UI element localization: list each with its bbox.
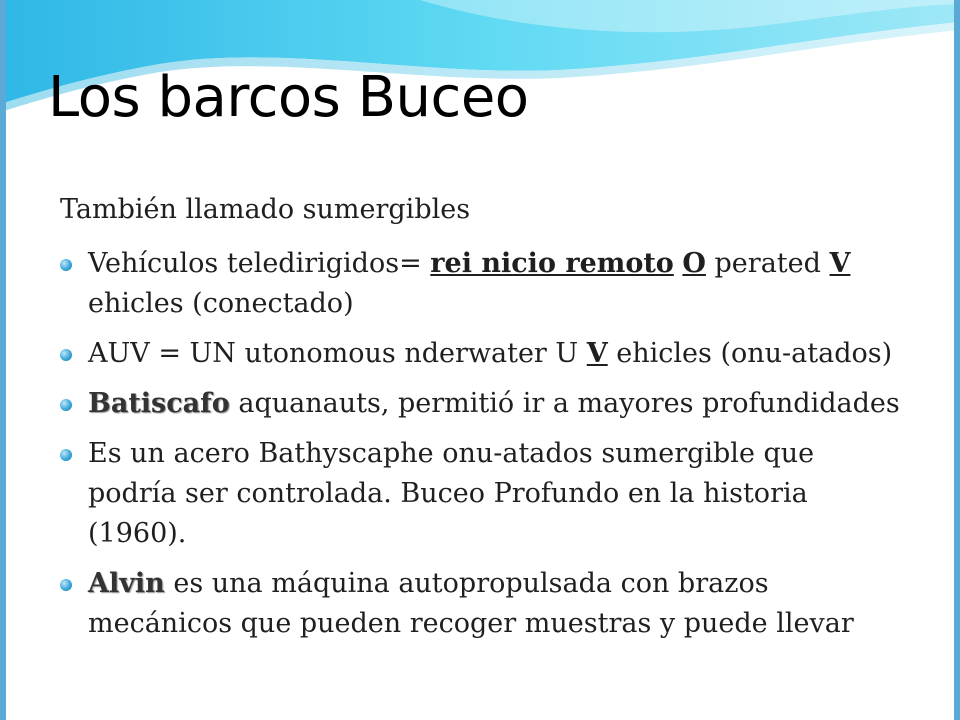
underlined-letter: O	[682, 248, 706, 279]
bullet-item-alvin	[60, 564, 910, 644]
bullet-item-bathyscaphe	[60, 434, 910, 554]
underlined-letter: V	[586, 338, 608, 369]
bullet-item-batiscafo	[60, 384, 910, 424]
bullet-text: Es un acero Bathyscaphe onu-atados sumergible que podría ser controlada. Buceo Profundo en la historia (1960).	[88, 438, 815, 549]
bullet-icon	[60, 259, 72, 271]
bold-term: Alvin	[88, 568, 165, 599]
bullet-text: ehicles (conectado)	[88, 288, 354, 319]
bold-term: Batiscafo	[88, 388, 230, 419]
bullet-text: perated	[705, 248, 830, 279]
bullet-text: aquanauts, permitió ir a mayores profundidades	[229, 388, 900, 419]
bullet-list	[60, 244, 910, 644]
bullet-text: Vehículos teledirigidos=	[88, 248, 431, 279]
left-border	[0, 0, 6, 720]
bullet-item-auv	[60, 334, 910, 374]
bullet-item-rov	[60, 244, 910, 324]
intro-text: También llamado sumergibles	[60, 194, 471, 225]
bullet-icon	[60, 349, 72, 361]
slide-content	[60, 190, 910, 654]
bullet-icon	[60, 449, 72, 461]
slide-title: Los barcos Buceo	[48, 65, 529, 130]
underlined-term: rei nicio remoto	[430, 248, 674, 279]
bullet-text: ehicles (onu-atados)	[607, 338, 893, 369]
underlined-letter: V	[829, 248, 851, 279]
bullet-text: AUV = UN utonomous nderwater U	[88, 338, 587, 369]
bullet-icon	[60, 579, 72, 591]
bullet-text: es una máquina autopropulsada con brazos mecánicos que pueden recoger muestras y puede llevar	[88, 568, 854, 639]
right-border	[954, 0, 960, 720]
bullet-icon	[60, 399, 72, 411]
